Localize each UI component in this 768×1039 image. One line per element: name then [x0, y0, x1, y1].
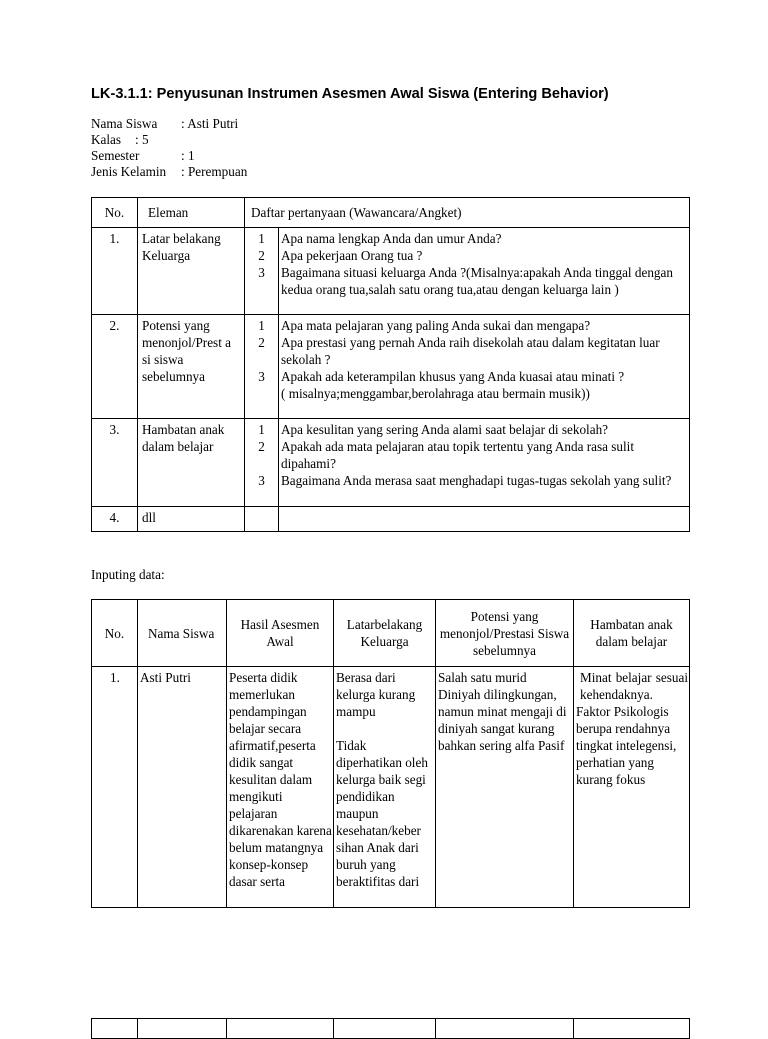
row-element: Hambatan anak dalam belajar [138, 419, 245, 507]
table-cell [138, 1019, 227, 1039]
header-nama-siswa: Nama Siswa [138, 600, 227, 667]
row-element: Potensi yang menonjol/Prest a si siswa sebelumnya [138, 315, 245, 419]
question-list [279, 419, 690, 507]
question-numbers [245, 228, 279, 315]
table-header-row [92, 600, 690, 667]
latar-paragraph: Tidak diperhatikan oleh kelurga baik segi pendidikan maupun kesehatan/keber sihan Anak dari buruh yang beraktifitas dari [336, 738, 428, 889]
info-label: Nama Siswa [91, 116, 158, 131]
question-text: Apa mata pelajaran yang paling Anda sukai dan mengapa? [281, 318, 591, 333]
latar-paragraph: Berasa dari kelurga kurang mampu [336, 670, 416, 719]
next-page-table [91, 1018, 690, 1039]
row-hambatan [574, 667, 690, 908]
question-number: 3 [258, 369, 265, 384]
question-list [279, 507, 690, 532]
header-questions: Daftar pertanyaan (Wawancara/Angket) [245, 198, 690, 228]
info-label: Semester [91, 148, 140, 163]
header-no: No. [92, 600, 138, 667]
row-hasil-asesmen [227, 667, 334, 908]
header-no: No. [92, 198, 138, 228]
row-number: 1. [92, 667, 138, 908]
hasil-text: Peserta didik memerlukan pendampingan belajar secara afirmatif,peserta didik sangat kesulitan dalam mengikuti pelajaran dikarenakan karena belum matangnya konsep-konsep dasar serta [229, 670, 332, 889]
question-table [91, 197, 690, 532]
info-value: : Perempuan [181, 164, 248, 179]
table-row [92, 507, 690, 532]
row-nama-siswa: Asti Putri [138, 667, 227, 908]
question-number: 1 [258, 231, 265, 246]
row-number: 2. [92, 315, 138, 419]
question-text: Apakah ada mata pelajaran atau topik tertentu yang Anda rasa sulit dipahami? [281, 439, 634, 471]
question-text: Apa prestasi yang pernah Anda raih disekolah atau dalam kegitatan luar sekolah ? [281, 335, 660, 367]
table-row [92, 315, 690, 419]
row-element: Latar belakang Keluarga [138, 228, 245, 315]
table-cell [92, 1019, 138, 1039]
question-number: 1 [258, 422, 265, 437]
table-cell [227, 1019, 334, 1039]
header-latar-belakang: Latarbelakang Keluarga [334, 600, 436, 667]
question-number: 3 [258, 265, 265, 280]
assessment-table [91, 599, 690, 908]
row-latar-belakang [334, 667, 436, 908]
question-number: 2 [258, 335, 265, 350]
info-label: Kalas [91, 132, 122, 147]
header-hambatan: Hambatan anak dalam belajar [574, 600, 690, 667]
table-header-row [92, 198, 690, 228]
document-title: LK-3.1.1: Penyusunan Instrumen Asesmen Awal Siswa (Entering Behavior) [91, 86, 609, 102]
info-label: Jenis Kelamin [91, 164, 167, 179]
table-cell [334, 1019, 436, 1039]
info-value: : 5 [135, 132, 149, 147]
question-number: 2 [258, 439, 265, 454]
question-numbers [245, 315, 279, 419]
question-number: 2 [258, 248, 265, 263]
hambatan-paragraph: Faktor Psikologis berupa rendahnya tingkat intelegensi, perhatian yang kurang fokus [576, 704, 677, 787]
row-element: dll [138, 507, 245, 532]
question-text: ( misalnya;menggambar,berolahraga atau bermain musik)) [281, 386, 590, 401]
header-element: Eleman [138, 198, 245, 228]
inputing-data-label: Inputing data: [91, 567, 165, 582]
info-value: : Asti Putri [181, 116, 239, 131]
header-hasil-asesmen: Hasil Asesmen Awal [227, 600, 334, 667]
table-row [92, 667, 690, 908]
question-number: 1 [258, 318, 265, 333]
question-text: Apa pekerjaan Orang tua ? [281, 248, 423, 263]
hambatan-paragraph: Minat belajar sesuai kehendaknya. [580, 670, 688, 702]
question-text: Apa nama lengkap Anda dan umur Anda? [281, 231, 502, 246]
header-potensi: Potensi yang menonjol/Prestasi Siswa sebelumnya [436, 600, 574, 667]
table-cell [436, 1019, 574, 1039]
question-text: Apakah ada keterampilan khusus yang Anda kuasai atau minati ? [281, 369, 625, 384]
table-row [92, 1019, 690, 1039]
question-numbers [245, 507, 279, 532]
question-numbers [245, 419, 279, 507]
row-potensi: Salah satu murid Diniyah dilingkungan, namun minat mengaji di diniyah sangat kurang bahkan sering alfa Pasif [436, 667, 574, 908]
latar-text [336, 669, 434, 907]
table-row [92, 419, 690, 507]
row-number: 4. [92, 507, 138, 532]
table-cell [574, 1019, 690, 1039]
question-number: 3 [258, 473, 265, 488]
row-number: 1. [92, 228, 138, 315]
row-number: 3. [92, 419, 138, 507]
info-value: : 1 [181, 148, 195, 163]
question-text: Bagaimana situasi keluarga Anda ?(Misalnya:apakah Anda tinggal dengan kedua orang tua,salah satu orang tua,atau dengan keluarga lain ) [281, 265, 673, 297]
question-list [279, 315, 690, 419]
question-list [279, 228, 690, 315]
question-text: Apa kesulitan yang sering Anda alami saat belajar di sekolah? [281, 422, 609, 437]
table-row [92, 228, 690, 315]
question-text: Bagaimana Anda merasa saat menghadapi tugas-tugas sekolah yang sulit? [281, 473, 672, 488]
